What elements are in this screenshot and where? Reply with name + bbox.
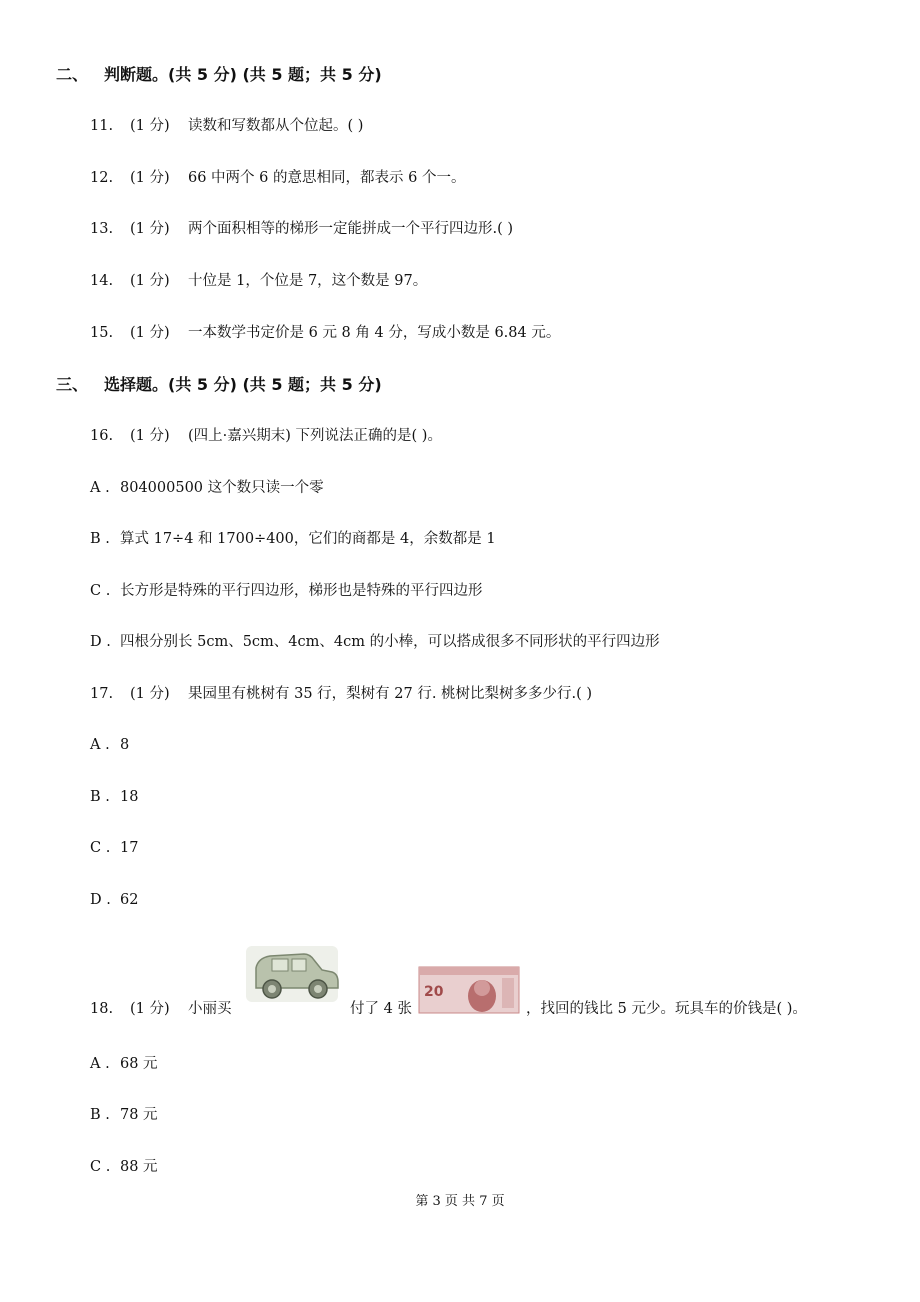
option-label: D . — [90, 634, 111, 650]
banknote-20-yuan-image — [418, 966, 520, 1014]
question-text: 十位是 1，个位是 7，这个数是 97。 — [188, 273, 428, 289]
option-text: 18 — [120, 789, 139, 805]
option-a[interactable] — [90, 1054, 158, 1074]
option-label: A . — [90, 1056, 110, 1072]
question-text: 66 中两个 6 的意思相同，都表示 6 个一。 — [188, 170, 466, 186]
option-label: C . — [90, 583, 111, 599]
question-score: (1 分) — [130, 221, 170, 237]
option-d[interactable] — [90, 890, 138, 910]
question-12 — [90, 168, 465, 188]
question-number: 14. — [90, 273, 114, 289]
option-text: 62 — [120, 892, 139, 908]
question-number: 11. — [90, 118, 114, 134]
question-score: (1 分) — [130, 325, 170, 341]
question-number: 16. — [90, 428, 114, 444]
option-b[interactable] — [90, 1105, 158, 1125]
question-number: 18. — [90, 1001, 114, 1017]
section-title: 选择题。(共 5 分) (共 5 题；共 5 分) — [104, 375, 382, 394]
question-score: (1 分) — [130, 118, 170, 134]
option-text: 88 元 — [120, 1159, 158, 1175]
section-number: 二、 — [56, 65, 89, 84]
question-15 — [90, 323, 560, 343]
question-score: (1 分) — [130, 1001, 170, 1017]
question-text: 一本数学书定价是 6 元 8 角 4 分，写成小数是 6.84 元。 — [188, 325, 561, 341]
option-label: D . — [90, 892, 111, 908]
question-text: 读数和写数都从个位起。( ) — [188, 118, 364, 134]
section-number: 三、 — [56, 375, 89, 394]
option-label: B . — [90, 789, 110, 805]
section-title: 判断题。(共 5 分) (共 5 题；共 5 分) — [104, 65, 382, 84]
question-18-part2 — [350, 999, 412, 1019]
question-number: 17. — [90, 686, 114, 702]
option-a[interactable] — [90, 735, 129, 755]
question-14 — [90, 271, 427, 291]
question-18-part3 — [526, 999, 807, 1019]
option-text: 68 元 — [120, 1056, 158, 1072]
question-13 — [90, 219, 513, 239]
question-number: 12. — [90, 170, 114, 186]
section-heading-judgement — [56, 64, 382, 86]
question-score: (1 分) — [130, 170, 170, 186]
question-18 — [90, 999, 232, 1019]
option-a[interactable] — [90, 478, 324, 498]
question-text: 两个面积相等的梯形一定能拼成一个平行四边形.( ) — [188, 221, 514, 237]
question-text-part2: 付了 4 张 — [350, 1001, 412, 1017]
question-number: 15. — [90, 325, 114, 341]
question-text: 果园里有桃树有 35 行，梨树有 27 行. 桃树比梨树多多少行.( ) — [188, 686, 593, 702]
option-b[interactable] — [90, 529, 496, 549]
option-c[interactable] — [90, 838, 138, 858]
section-heading-choice — [56, 374, 382, 396]
question-text-part1: 小丽买 — [188, 1001, 232, 1017]
option-c[interactable] — [90, 1157, 158, 1177]
question-text: (四上·嘉兴期末) 下列说法正确的是( )。 — [188, 428, 442, 444]
option-label: B . — [90, 531, 110, 547]
option-label: C . — [90, 840, 111, 856]
page-footer: 第 3 页 共 7 页 — [415, 1194, 505, 1209]
question-number: 13. — [90, 221, 114, 237]
option-text: 78 元 — [120, 1107, 158, 1123]
question-11 — [90, 116, 363, 136]
option-text: 长方形是特殊的平行四边形，梯形也是特殊的平行四边形 — [120, 583, 483, 599]
option-text: 804000500 这个数只读一个零 — [120, 480, 324, 496]
option-text: 17 — [120, 840, 139, 856]
question-score: (1 分) — [130, 273, 170, 289]
question-score: (1 分) — [130, 428, 170, 444]
question-17 — [90, 684, 592, 704]
option-label: A . — [90, 737, 110, 753]
question-score: (1 分) — [130, 686, 170, 702]
question-text-part3: ，找回的钱比 5 元少。玩具车的价钱是( )。 — [526, 1001, 807, 1017]
option-text: 8 — [120, 737, 130, 753]
option-label: B . — [90, 1107, 110, 1123]
option-b[interactable] — [90, 787, 138, 807]
toy-car-image — [244, 944, 342, 1006]
banknote-value: 20 — [424, 984, 444, 1000]
option-d[interactable] — [90, 632, 660, 652]
option-c[interactable] — [90, 581, 483, 601]
option-label: C . — [90, 1159, 111, 1175]
question-16 — [90, 426, 442, 446]
option-label: A . — [90, 480, 110, 496]
option-text: 四根分别长 5cm、5cm、4cm、4cm 的小棒，可以搭成很多不同形状的平行四边形 — [120, 634, 660, 650]
option-text: 算式 17÷4 和 1700÷400，它们的商都是 4，余数都是 1 — [120, 531, 496, 547]
